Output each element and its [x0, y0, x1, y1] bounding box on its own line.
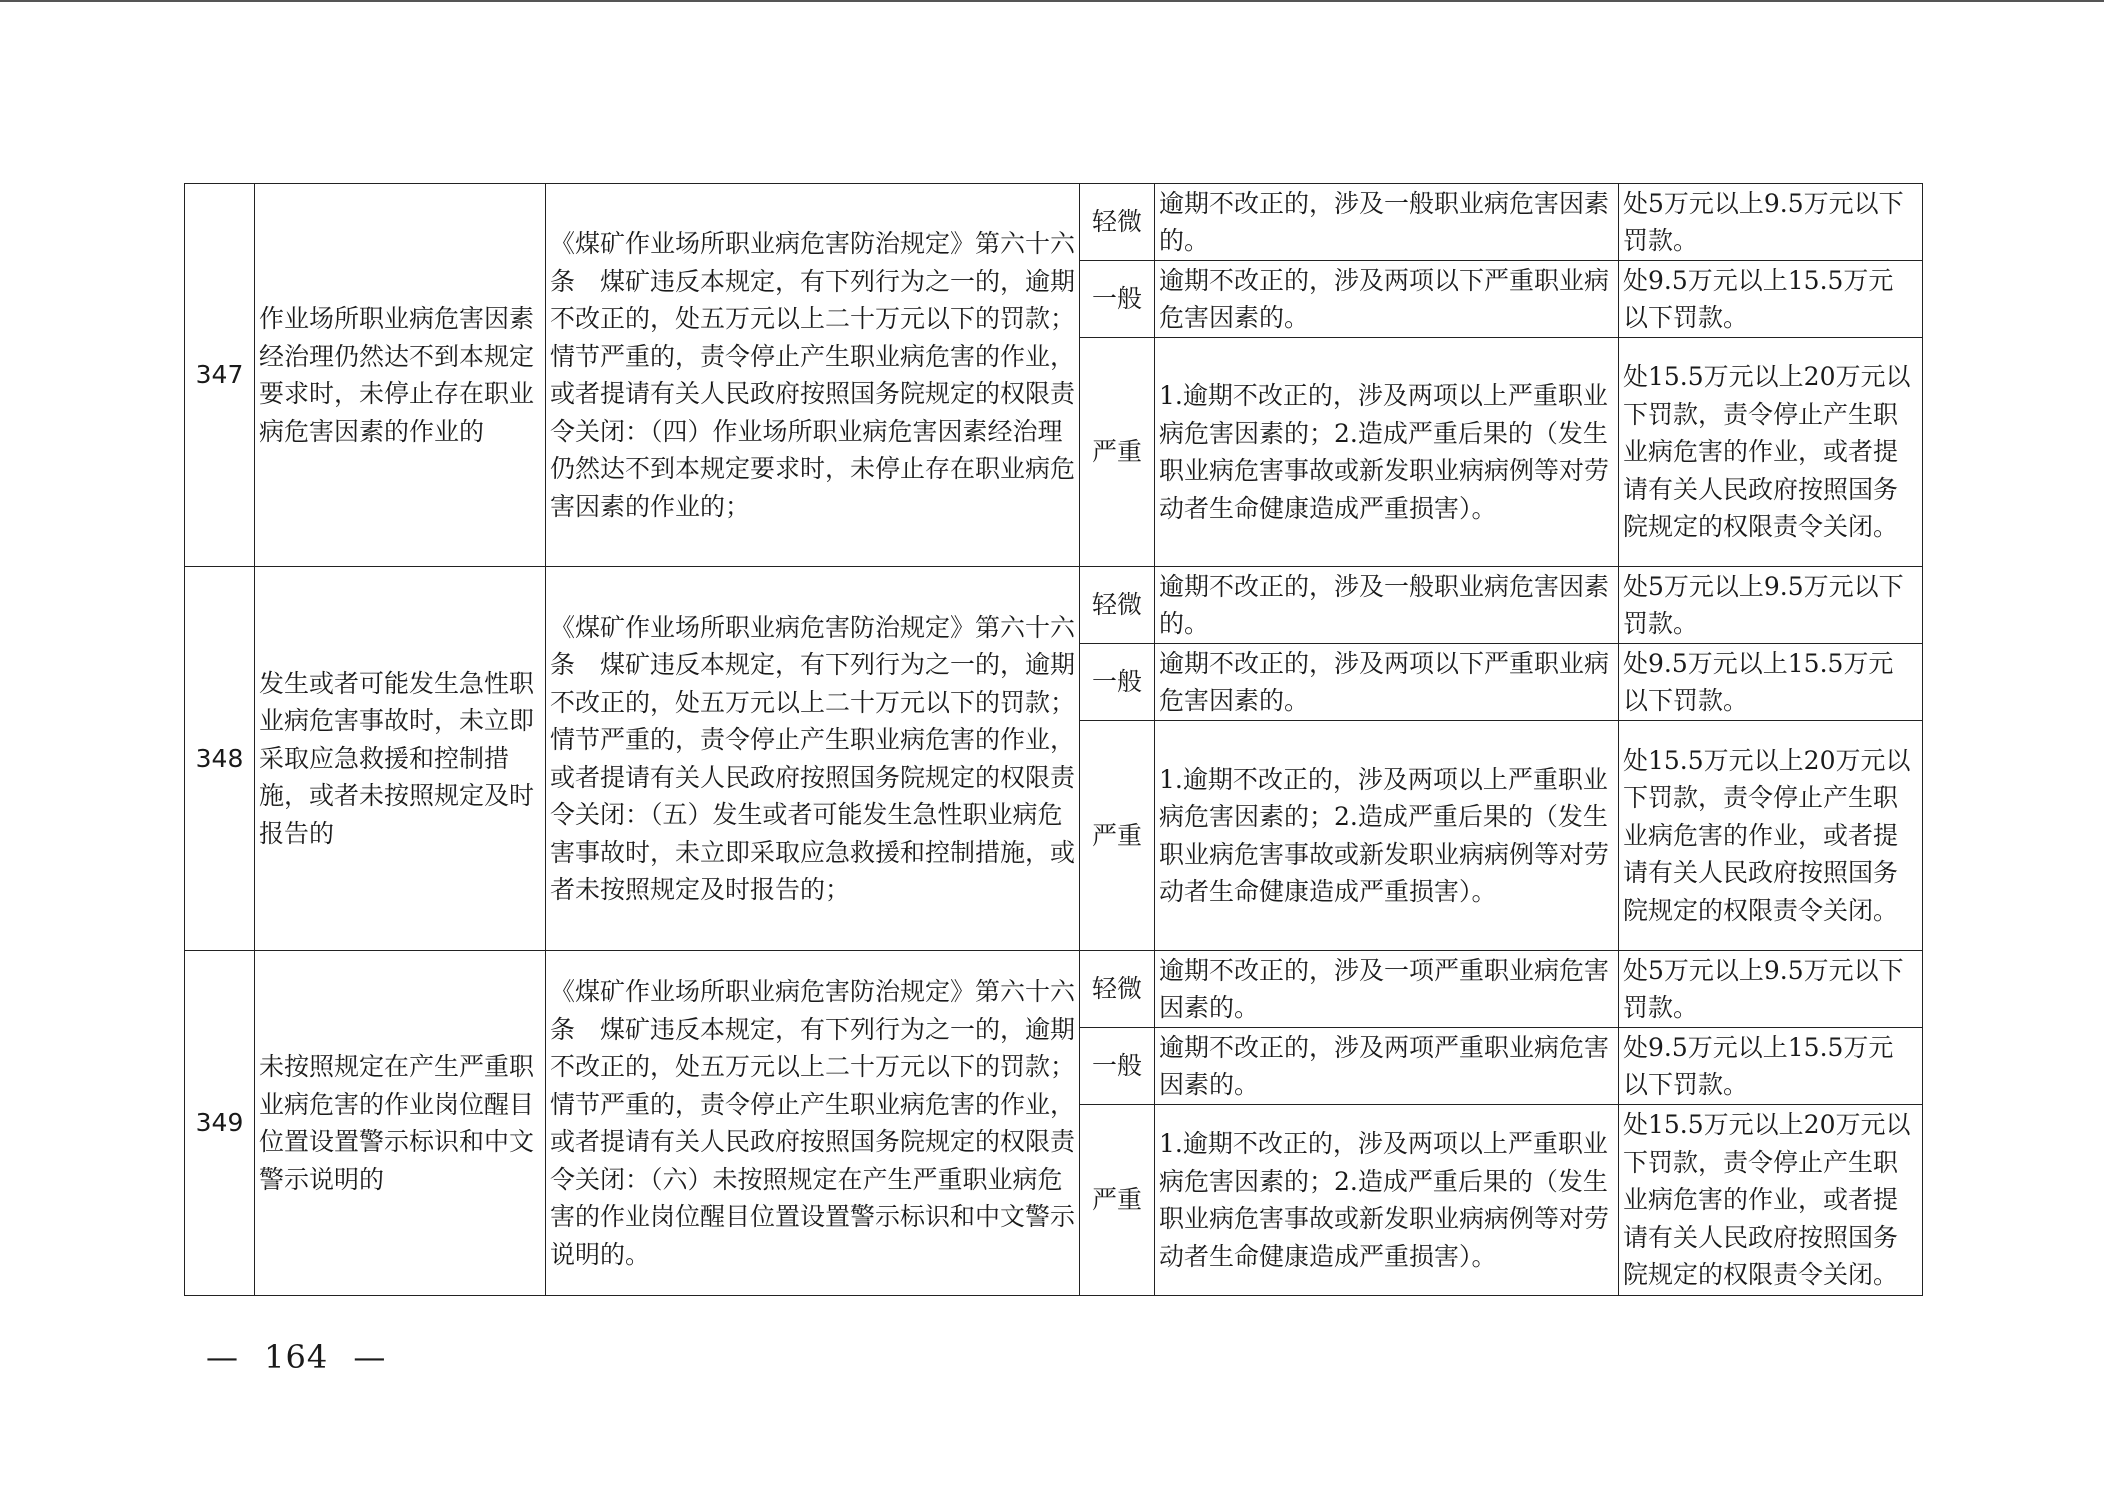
penalty-cell: 处5万元以上9.5万元以下罚款。 [1619, 951, 1923, 1028]
level-label: 轻微 [1080, 567, 1155, 644]
level-label: 一般 [1080, 261, 1155, 338]
level-label: 一般 [1080, 1028, 1155, 1105]
circumstance-cell: 1.逾期不改正的，涉及两项以上严重职业病危害因素的；2.造成严重后果的（发生职业病危害事故或新发职业病病例等对劳动者生命健康造成严重损害）。 [1155, 338, 1619, 567]
penalty-cell: 处15.5万元以上20万元以下罚款，责令停止产生职业病危害的作业，或者提请有关人民政府按照国务院规定的权限责令关闭。 [1619, 338, 1923, 567]
page-dash-right: — [353, 1338, 387, 1376]
penalty-cell: 处15.5万元以上20万元以下罚款，责令停止产生职业病危害的作业，或者提请有关人民政府按照国务院规定的权限责令关闭。 [1619, 721, 1923, 951]
penalty-cell: 处9.5万元以上15.5万元以下罚款。 [1619, 644, 1923, 721]
page-number [206, 1338, 386, 1376]
penalty-cell: 处9.5万元以上15.5万元以下罚款。 [1619, 261, 1923, 338]
table-row [185, 951, 1923, 1028]
item-number: 347 [185, 184, 255, 567]
circumstance-cell: 逾期不改正的，涉及一项严重职业病危害因素的。 [1155, 951, 1619, 1028]
level-label: 严重 [1080, 721, 1155, 951]
legal-basis: 《煤矿作业场所职业病危害防治规定》第六十六条 煤矿违反本规定，有下列行为之一的，逾期不改正的，处五万元以上二十万元以下的罚款；情节严重的，责令停止产生职业病危害的作业，或者提请有关人民政府按照国务院规定的权限责令关闭：（五）发生或者可能发生急性职业病危害事故时，未立即采取应急救援和控制措施，或者未按照规定及时报告的； [546, 567, 1080, 951]
circumstance-cell: 逾期不改正的，涉及两项严重职业病危害因素的。 [1155, 1028, 1619, 1105]
violation-behavior: 发生或者可能发生急性职业病危害事故时，未立即采取应急救援和控制措施，或者未按照规定及时报告的 [255, 567, 546, 951]
circumstance-cell: 1.逾期不改正的，涉及两项以上严重职业病危害因素的；2.造成严重后果的（发生职业病危害事故或新发职业病病例等对劳动者生命健康造成严重损害）。 [1155, 721, 1619, 951]
page-dash-left: — [206, 1338, 239, 1376]
item-number: 348 [185, 567, 255, 951]
penalty-table [184, 183, 1923, 1296]
violation-behavior: 作业场所职业病危害因素经治理仍然达不到本规定要求时，未停止存在职业病危害因素的作业的 [255, 184, 546, 567]
legal-basis: 《煤矿作业场所职业病危害防治规定》第六十六条 煤矿违反本规定，有下列行为之一的，逾期不改正的，处五万元以上二十万元以下的罚款；情节严重的，责令停止产生职业病危害的作业，或者提请有关人民政府按照国务院规定的权限责令关闭：（四）作业场所职业病危害因素经治理仍然达不到本规定要求时，未停止存在职业病危害因素的作业的； [546, 184, 1080, 567]
level-label: 严重 [1080, 1105, 1155, 1296]
circumstance-cell: 逾期不改正的，涉及一般职业病危害因素的。 [1155, 184, 1619, 261]
circumstance-cell: 1.逾期不改正的，涉及两项以上严重职业病危害因素的；2.造成严重后果的（发生职业病危害事故或新发职业病病例等对劳动者生命健康造成严重损害）。 [1155, 1105, 1619, 1296]
penalty-cell: 处5万元以上9.5万元以下罚款。 [1619, 567, 1923, 644]
circumstance-cell: 逾期不改正的，涉及两项以下严重职业病危害因素的。 [1155, 644, 1619, 721]
table-row [185, 184, 1923, 261]
circumstance-cell: 逾期不改正的，涉及两项以下严重职业病危害因素的。 [1155, 261, 1619, 338]
circumstance-cell: 逾期不改正的，涉及一般职业病危害因素的。 [1155, 567, 1619, 644]
level-label: 一般 [1080, 644, 1155, 721]
level-label: 严重 [1080, 338, 1155, 567]
level-label: 轻微 [1080, 951, 1155, 1028]
penalty-cell: 处15.5万元以上20万元以下罚款，责令停止产生职业病危害的作业，或者提请有关人民政府按照国务院规定的权限责令关闭。 [1619, 1105, 1923, 1296]
top-rule [0, 0, 2104, 2]
legal-basis: 《煤矿作业场所职业病危害防治规定》第六十六条 煤矿违反本规定，有下列行为之一的，逾期不改正的，处五万元以上二十万元以下的罚款；情节严重的，责令停止产生职业病危害的作业，或者提请有关人民政府按照国务院规定的权限责令关闭：（六）未按照规定在产生严重职业病危害的作业岗位醒目位置设置警示标识和中文警示说明的。 [546, 951, 1080, 1296]
page-number-text: 164 [264, 1338, 329, 1376]
table-row [185, 567, 1923, 644]
penalty-cell: 处9.5万元以上15.5万元以下罚款。 [1619, 1028, 1923, 1105]
level-label: 轻微 [1080, 184, 1155, 261]
item-number: 349 [185, 951, 255, 1296]
penalty-cell: 处5万元以上9.5万元以下罚款。 [1619, 184, 1923, 261]
violation-behavior: 未按照规定在产生严重职业病危害的作业岗位醒目位置设置警示标识和中文警示说明的 [255, 951, 546, 1296]
